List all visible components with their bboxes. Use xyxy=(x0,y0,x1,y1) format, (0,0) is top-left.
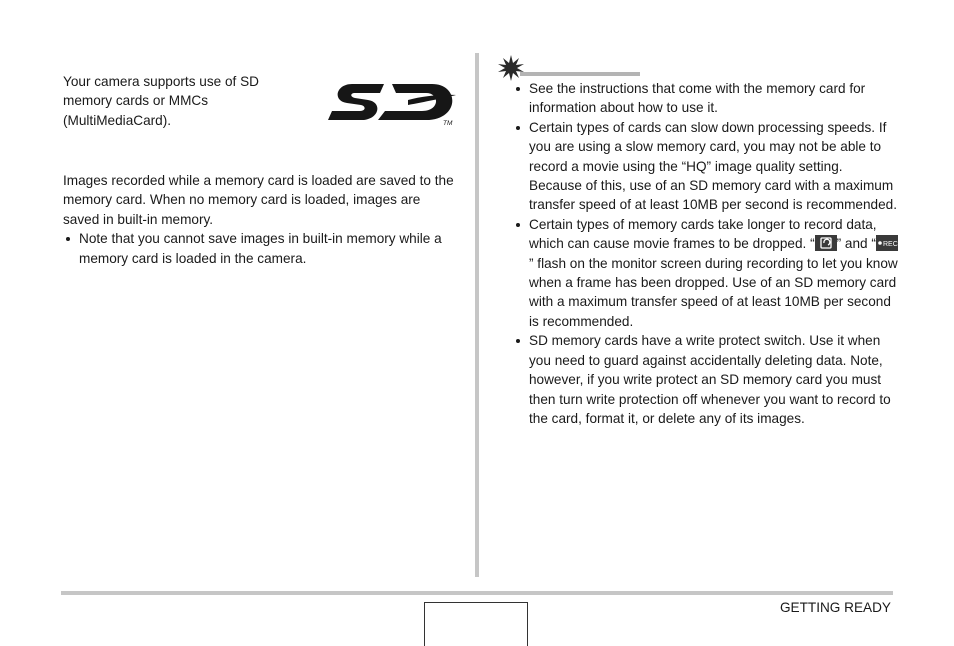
important-burst-icon xyxy=(498,55,524,81)
sd-logo xyxy=(322,78,458,126)
left-bullet-list xyxy=(63,229,458,268)
list-item: Note that you cannot save images in built-in memory while a memory card is loaded in the camera. xyxy=(63,229,458,268)
important-notes-list xyxy=(513,79,898,428)
list-item: See the instructions that come with the memory card for information about how to use it. xyxy=(513,79,898,118)
important-heading-rule xyxy=(520,72,640,76)
list-item xyxy=(513,215,898,331)
list-item: SD memory cards have a write protect switch. Use it when you need to guard against accidentally deleting data. Note, however, if you write protect an SD memory card you must then turn write protection off whenever you want to record to the card, format it, or delete any of its images. xyxy=(513,331,898,428)
page-number-box xyxy=(424,602,528,646)
note-text-part: Certain types of memory cards take longer to record data, which can cause movie frames to be dropped. “ xyxy=(529,216,877,252)
sd-support-intro: Your camera supports use of SD memory cards or MMCs (MultiMediaCard). xyxy=(63,74,259,128)
memory-save-paragraph: Images recorded while a memory card is loaded are saved to the memory card. When no memory card is loaded, images are saved in built-in memory. xyxy=(63,173,454,227)
left-body xyxy=(63,171,458,268)
section-label: GETTING READY xyxy=(779,600,891,615)
rec-label: REC xyxy=(882,241,898,249)
column-divider xyxy=(475,53,479,577)
note-text-part: ” flash on the monitor screen during recording to let you know when a frame has been dropped. Use of an SD memory card with a maximum transfer speed of at least 10MB per second is recommended. xyxy=(529,255,898,329)
footer-rule xyxy=(61,591,893,595)
rec-indicator-icon xyxy=(876,235,898,251)
trademark-mark: TM xyxy=(443,120,453,126)
memory-card-warning-icon xyxy=(815,235,837,251)
list-item: Certain types of cards can slow down processing speeds. If you are using a slow memory card, you may not be able to record a movie using the “HQ” image quality setting. Because of this, use of an SD memory card with a maximum transfer speed of at least 10MB per second is recommended. xyxy=(513,118,898,215)
note-text-part: ” and “ xyxy=(836,236,876,252)
